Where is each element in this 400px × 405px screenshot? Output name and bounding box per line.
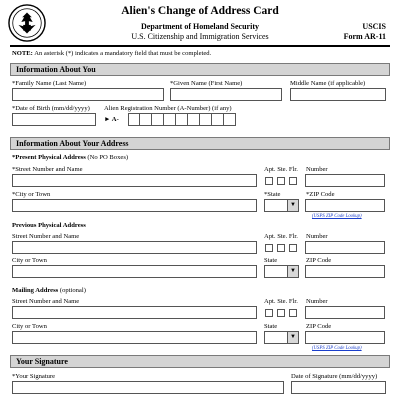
mailing-address-title — [12, 287, 86, 294]
present-unit-type-label: Apt. Ste. Flr. — [264, 166, 298, 173]
signature-date-label: Date of Signature (mm/dd/yyyy) — [291, 373, 378, 380]
previous-street-label: Street Number and Name — [12, 233, 80, 240]
chevron-down-icon[interactable]: ▼ — [287, 266, 298, 277]
previous-unit-type-label: Apt. Ste. Flr. — [264, 233, 298, 240]
header-divider — [10, 45, 390, 47]
mailing-city-field[interactable] — [12, 331, 257, 344]
previous-zip-label: ZIP Code — [306, 257, 332, 264]
a-number-digit[interactable] — [188, 113, 200, 126]
present-address-note: (No PO Boxes) — [85, 154, 129, 161]
mailing-apt-checkbox[interactable] — [265, 309, 273, 317]
family-name-label: *Family Name (Last Name) — [12, 80, 87, 87]
a-number-digit[interactable] — [128, 113, 140, 126]
a-number-digit[interactable] — [164, 113, 176, 126]
previous-number-label: Number — [306, 233, 328, 240]
present-apt-checkbox[interactable] — [265, 177, 273, 185]
middle-name-field[interactable] — [290, 88, 386, 101]
given-name-label: *Given Name (First Name) — [170, 80, 243, 87]
present-state-label: *State — [264, 191, 281, 198]
a-number-digit[interactable] — [200, 113, 212, 126]
given-name-field[interactable] — [170, 88, 282, 101]
mailing-street-label: Street Number and Name — [12, 298, 80, 305]
mailing-ste-checkbox[interactable] — [277, 309, 285, 317]
signature-field[interactable] — [12, 381, 284, 394]
note-text: An asterisk (*) indicates a mandatory field that must be completed. — [34, 50, 212, 57]
previous-state-label: State — [264, 257, 278, 264]
previous-flr-checkbox[interactable] — [289, 244, 297, 252]
mailing-street-field[interactable] — [12, 306, 257, 319]
present-state-select[interactable] — [264, 199, 299, 212]
mailing-number-field[interactable] — [305, 306, 385, 319]
chevron-down-icon[interactable]: ▼ — [287, 200, 298, 211]
present-city-label: *City or Town — [12, 191, 51, 198]
section-signature: Your Signature — [10, 355, 390, 368]
mailing-address-title-text: Mailing Address — [12, 287, 59, 294]
note-prefix: NOTE: — [12, 50, 33, 57]
present-street-field[interactable] — [12, 174, 257, 187]
present-address-title-text: *Present Physical Address — [12, 154, 86, 161]
previous-street-field[interactable] — [12, 241, 257, 254]
mandatory-note — [12, 50, 211, 57]
signature-date-field[interactable] — [291, 381, 386, 394]
previous-city-field[interactable] — [12, 265, 257, 278]
a-number-digit[interactable] — [176, 113, 188, 126]
present-ste-checkbox[interactable] — [277, 177, 285, 185]
usps-zip-lookup-link[interactable]: (USPS ZIP Code Lookup) — [312, 346, 362, 351]
mailing-state-select[interactable] — [264, 331, 299, 344]
section-about-you: Information About You — [10, 63, 390, 76]
middle-name-label: Middle Name (if applicable) — [290, 80, 366, 87]
a-number-digit[interactable] — [140, 113, 152, 126]
a-number-digit[interactable] — [224, 113, 236, 126]
present-number-field[interactable] — [305, 174, 385, 187]
service-name: U.S. Citizenship and Immigration Services — [131, 32, 269, 41]
present-address-title — [12, 154, 128, 161]
present-street-label: *Street Number and Name — [12, 166, 83, 173]
previous-address-title: Previous Physical Address — [12, 222, 86, 229]
mailing-zip-field[interactable] — [305, 331, 385, 344]
dob-label: *Date of Birth (mm/dd/yyyy) — [12, 105, 90, 112]
a-number-field[interactable] — [128, 113, 236, 126]
mailing-state-label: State — [264, 323, 278, 330]
mailing-address-note: (optional) — [58, 287, 86, 294]
mailing-zip-label: ZIP Code — [306, 323, 332, 330]
department-name: Department of Homeland Security — [141, 22, 259, 31]
family-name-field[interactable] — [12, 88, 164, 101]
previous-city-label: City or Town — [12, 257, 47, 264]
agency-label: USCIS — [362, 22, 386, 31]
a-number-digit[interactable] — [212, 113, 224, 126]
mailing-flr-checkbox[interactable] — [289, 309, 297, 317]
form-title: Alien's Change of Address Card — [121, 5, 279, 17]
present-zip-label: *ZIP Code — [306, 191, 335, 198]
section-address: Information About Your Address — [10, 137, 390, 150]
present-flr-checkbox[interactable] — [289, 177, 297, 185]
previous-state-select[interactable] — [264, 265, 299, 278]
present-number-label: Number — [306, 166, 328, 173]
present-city-field[interactable] — [12, 199, 257, 212]
a-number-prefix: ► A- — [104, 116, 119, 123]
usps-zip-lookup-link[interactable]: (USPS ZIP Code Lookup) — [312, 214, 362, 219]
a-number-label: Alien Registration Number (A-Number) (if any) — [104, 105, 232, 112]
form-number: Form AR-11 — [343, 32, 386, 41]
mailing-unit-type-label: Apt. Ste. Flr. — [264, 298, 298, 305]
dob-field[interactable] — [12, 113, 96, 126]
previous-apt-checkbox[interactable] — [265, 244, 273, 252]
mailing-city-label: City or Town — [12, 323, 47, 330]
previous-number-field[interactable] — [305, 241, 385, 254]
previous-zip-field[interactable] — [305, 265, 385, 278]
previous-ste-checkbox[interactable] — [277, 244, 285, 252]
a-number-digit[interactable] — [152, 113, 164, 126]
chevron-down-icon[interactable]: ▼ — [287, 332, 298, 343]
present-zip-field[interactable] — [305, 199, 385, 212]
mailing-number-label: Number — [306, 298, 328, 305]
signature-label: *Your Signature — [12, 373, 56, 380]
